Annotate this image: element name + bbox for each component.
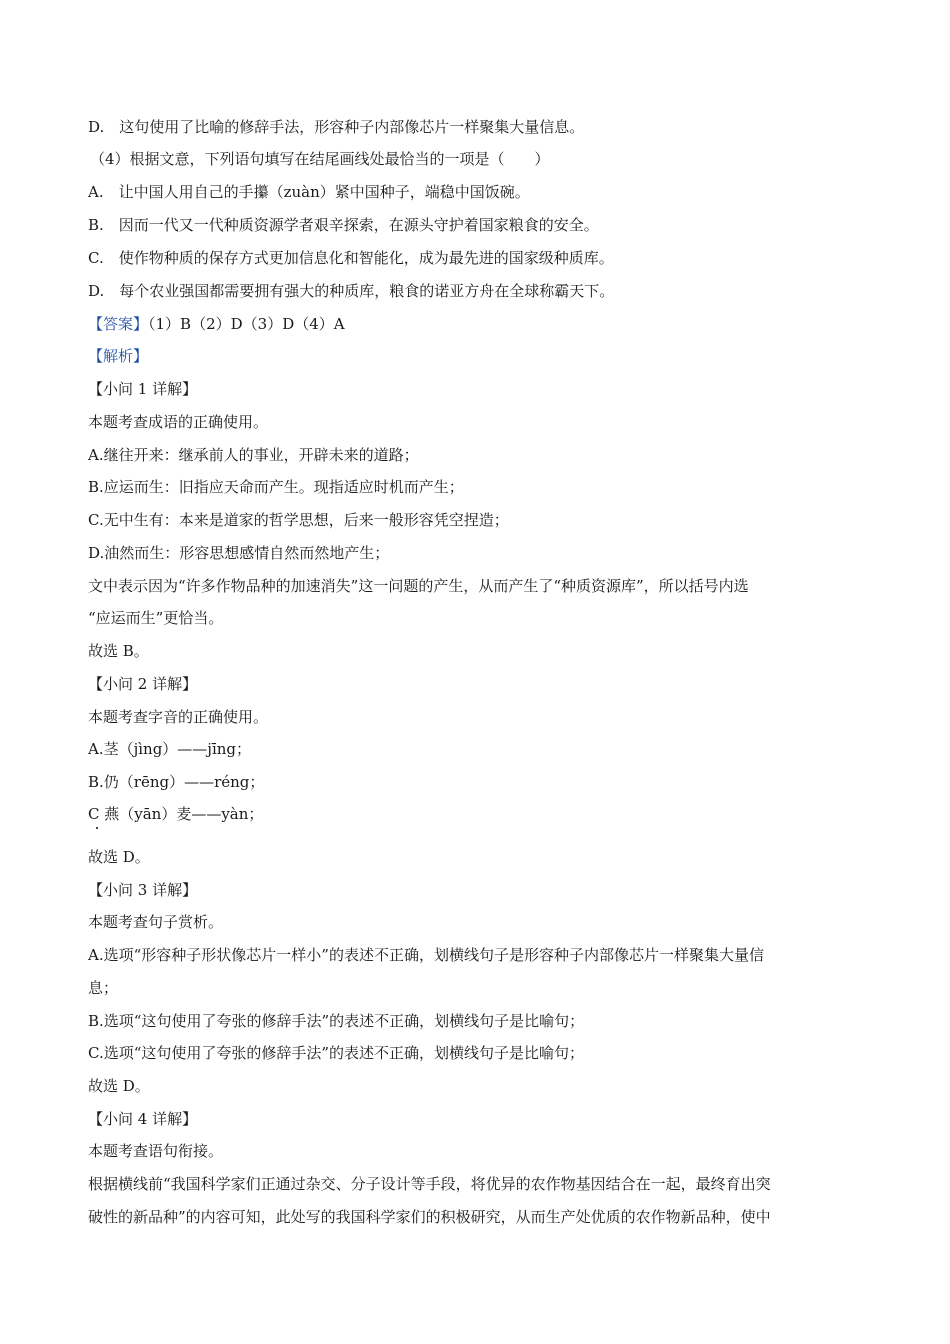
paragraph: C.无中生有：本来是道家的哲学思想，后来一般形容凭空捏造； <box>88 511 509 529</box>
stray-dot <box>96 827 98 829</box>
paragraph: 故选 B。 <box>88 642 149 660</box>
paragraph: 本题考查字音的正确使用。 <box>88 708 269 726</box>
paragraph: “应运而生”更恰当。 <box>88 609 224 627</box>
option-b-q4: B. 因而一代又一代种质资源学者艰辛探索，在源头守护着国家粮食的安全。 <box>88 216 599 234</box>
section-heading-q1: 【小问 1 详解】 <box>88 380 198 398</box>
paragraph: 本题考查成语的正确使用。 <box>88 413 269 431</box>
paragraph: B.仍（rēng）——réng； <box>88 773 265 791</box>
paragraph: B.应运而生：旧指应天命而产生。现指适应时机而产生； <box>88 478 464 496</box>
paragraph: A.茎（jìng）——jīng； <box>88 740 252 758</box>
section-heading-q3: 【小问 3 详解】 <box>88 881 198 899</box>
question-4-stem: （4）根据文意，下列语句填写在结尾画线处最恰当的一项是（ ） <box>90 150 550 168</box>
option-d-q3: D. 这句使用了比喻的修辞手法，形容种子内部像芯片一样聚集大量信息。 <box>88 118 585 136</box>
analysis-label: 【解析】 <box>88 347 149 365</box>
paragraph: C.选项“这句使用了夸张的修辞手法”的表述不正确，划横线句子是比喻句； <box>88 1044 585 1062</box>
section-heading-q4: 【小问 4 详解】 <box>88 1110 198 1128</box>
paragraph: 故选 D。 <box>88 1077 150 1095</box>
option-a-q4: A. 让中国人用自己的手攥（zuàn）紧中国种子，端稳中国饭碗。 <box>88 183 530 201</box>
answer-label: 【答案】 <box>88 315 149 333</box>
paragraph: 破性的新品种”的内容可知，此处写的我国科学家们的积极研究，从而生产处优质的农作物新品种，使中 <box>88 1208 771 1226</box>
paragraph: A.选项“形容种子形状像芯片一样小”的表述不正确，划横线句子是形容种子内部像芯片一样聚集大量信 <box>88 946 764 964</box>
option-d-q4: D. 每个农业强国都需要拥有强大的种质库，粮食的诺亚方舟在全球称霸天下。 <box>88 282 615 300</box>
paragraph: 故选 D。 <box>88 848 150 866</box>
paragraph: B.选项“这句使用了夸张的修辞手法”的表述不正确，划横线句子是比喻句； <box>88 1012 585 1030</box>
answer-text: （1）B（2）D（3）D（4）A <box>148 315 345 333</box>
paragraph: D.油然而生：形容思想感情自然而然地产生； <box>88 544 390 562</box>
paragraph: 息； <box>88 979 119 997</box>
paragraph: C 燕（yān）麦——yàn； <box>88 805 264 823</box>
paragraph: 文中表示因为“许多作物品种的加速消失”这一问题的产生，从而产生了“种质资源库”，所以括号内选 <box>88 577 749 595</box>
option-c-q4: C. 使作物种质的保存方式更加信息化和智能化，成为最先进的国家级种质库。 <box>88 249 614 267</box>
paragraph: 根据横线前“我国科学家们正通过杂交、分子设计等手段，将优异的农作物基因结合在一起，最终育出突 <box>88 1175 771 1193</box>
paragraph: 本题考查句子赏析。 <box>88 913 224 931</box>
paragraph: A.继往开来：继承前人的事业，开辟未来的道路； <box>88 446 419 464</box>
analysis-line <box>88 345 868 367</box>
paragraph: 本题考查语句衔接。 <box>88 1142 224 1160</box>
answer-line <box>88 313 868 335</box>
section-heading-q2: 【小问 2 详解】 <box>88 675 198 693</box>
